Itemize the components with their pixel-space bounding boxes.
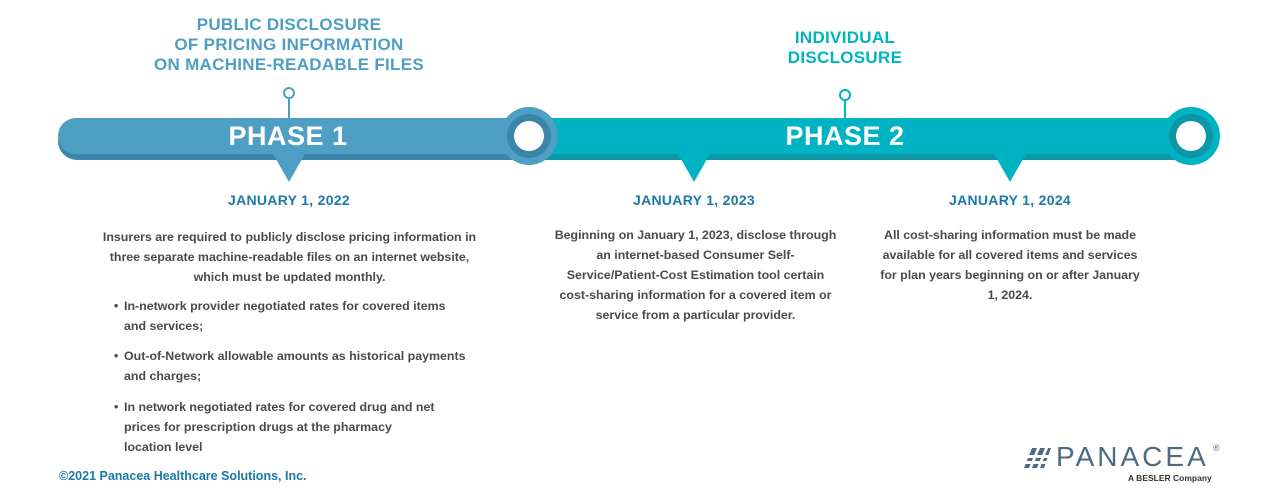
- phase2-2023-pointer: [677, 152, 711, 182]
- phase1-heading-line: OF PRICING INFORMATION: [174, 35, 404, 54]
- phase1-label: PHASE 1: [228, 121, 348, 151]
- logo-registered: ®: [1213, 443, 1220, 453]
- logo-wordmark: PANACEA: [1056, 441, 1209, 472]
- milestone-2023-text: Beginning on January 1, 2023, disclose through an internet-based Consumer Self-Service/Patient-Cost Estimation tool certain cost-sharing information for a covered item or service from a particular provider.: [554, 228, 837, 322]
- bullet-text: Out-of-Network allowable amounts as historical payments and charges;: [124, 349, 466, 383]
- phase1-bullet: [114, 397, 484, 457]
- bullet-dot-icon: •: [114, 349, 119, 363]
- phase2-heading: [745, 28, 945, 68]
- phase1-heading-line: ON MACHINE-READABLE FILES: [153, 55, 425, 74]
- milestone-2024-text: All cost-sharing information must be made available for all covered items and services for plan years beginning on or after January 1, 2024.: [880, 228, 1140, 302]
- bullet-text: In-network provider negotiated rates for covered items and services;: [124, 299, 446, 333]
- phase1-heading-node: [284, 88, 294, 98]
- phase2-2024-pointer: [993, 152, 1027, 182]
- bullet-dot-icon: •: [114, 299, 119, 313]
- phase2-heading-line: DISCLOSURE: [787, 48, 903, 67]
- phase1-date: JANUARY 1, 2022: [227, 192, 350, 208]
- phase1-bullet: [114, 346, 484, 386]
- junction-ring-center: [514, 121, 544, 151]
- phase1-intro: Insurers are required to publicly disclose pricing information in three separate machine-readable files on an internet website, which must be updated monthly.: [102, 230, 477, 284]
- phase1-heading-line: PUBLIC DISCLOSURE: [196, 15, 382, 34]
- phase2-heading-node: [840, 90, 850, 100]
- bullet-dot-icon: •: [114, 400, 119, 414]
- milestone-2023-date: JANUARY 1, 2023: [632, 192, 755, 208]
- logo-tagline: A BESLER Company: [1128, 473, 1212, 483]
- phase2-label: PHASE 2: [785, 121, 905, 151]
- panacea-mark-icon: [1022, 444, 1052, 472]
- phase2-heading-line: INDIVIDUAL: [794, 28, 896, 47]
- phase1-bullet: [114, 296, 484, 336]
- end-ring-center: [1176, 121, 1206, 151]
- phase1-date-pointer: [272, 152, 306, 182]
- milestone-2024-date: JANUARY 1, 2024: [948, 192, 1071, 208]
- bullet-text: In network negotiated rates for covered drug and net prices for prescription drugs at the pharmacy location level: [124, 400, 435, 454]
- panacea-logo: [1022, 441, 1232, 485]
- phase1-heading: [139, 15, 439, 75]
- copyright: ©2021 Panacea Healthcare Solutions, Inc.: [59, 469, 307, 483]
